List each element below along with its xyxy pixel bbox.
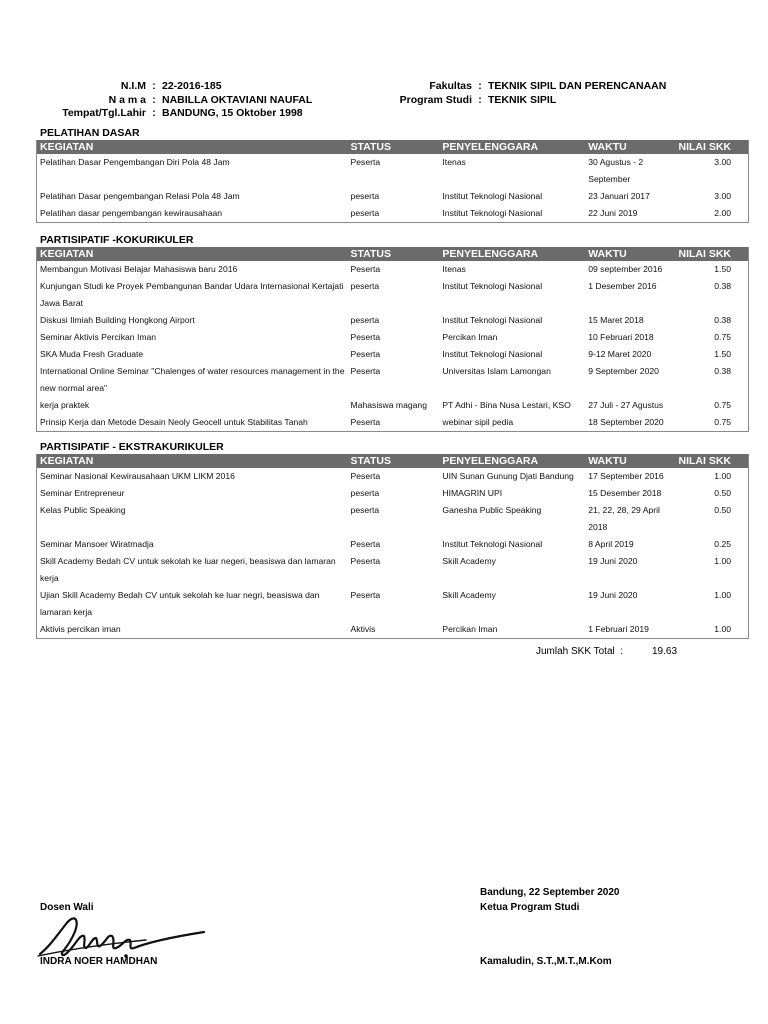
section-title: PARTISIPATIF - EKSTRAKURIKULER	[40, 441, 224, 453]
cell-nilai: 1.00	[714, 590, 732, 600]
section-title: PARTISIPATIF -KOKURIKULER	[40, 234, 194, 246]
cell-status: Peserta	[350, 590, 381, 600]
cell-kegiatan: Prinsip Kerja dan Metode Desain Neoly Geocell untuk Stabilitas Tanah	[40, 417, 308, 427]
info-row	[40, 80, 312, 94]
column-header: NILAI SKK	[678, 248, 732, 260]
cell-nilai: 0.38	[714, 366, 732, 376]
table-row	[37, 536, 748, 553]
cell-status: peserta	[350, 315, 380, 325]
info-row	[386, 80, 666, 94]
info-value: NABILLA OKTAVIANI NAUFAL	[162, 93, 313, 106]
cell-nilai: 3.00	[714, 157, 732, 167]
program-info	[386, 80, 666, 107]
info-label: N a m a	[108, 93, 146, 106]
cell-penyelenggara: Institut Teknologi Nasional	[442, 539, 543, 549]
cell-waktu: 27 Juli - 27 Agustus	[588, 400, 664, 410]
cell-kegiatan: Skill Academy Bedah CV untuk sekolah ke luar negeri, beasiswa dan lamaran kerja	[40, 556, 336, 583]
cell-kegiatan: Seminar Mansoer Wiratmadja	[40, 539, 154, 549]
cell-penyelenggara: Skill Academy	[442, 556, 496, 566]
column-header: KEGIATAN	[40, 141, 94, 153]
info-row	[40, 107, 312, 121]
cell-penyelenggara: Institut Teknologi Nasional	[442, 281, 543, 291]
section-pelatihan-dasar	[36, 126, 749, 223]
cell-nilai: 0.50	[714, 488, 732, 498]
cell-kegiatan: Pelatihan Dasar pengembangan Relasi Pola 48 Jam	[40, 191, 240, 201]
cell-status: Peserta	[350, 264, 381, 274]
signature-scribble	[36, 910, 211, 962]
cell-kegiatan: Ujian Skill Academy Bedah CV untuk sekolah ke luar negri, beasiswa dan lamaran kerja	[40, 590, 320, 617]
cell-waktu: 18 September 2020	[588, 417, 664, 427]
cell-kegiatan: Seminar Entrepreneur	[40, 488, 125, 498]
info-label: Program Studi	[399, 93, 472, 106]
cell-penyelenggara: Institut Teknologi Nasional	[442, 349, 543, 359]
cell-penyelenggara: Institut Teknologi Nasional	[442, 208, 543, 218]
cell-kegiatan: Kelas Public Speaking	[40, 505, 126, 515]
cell-nilai: 0.25	[714, 539, 732, 549]
cell-waktu: 9 September 2020	[588, 366, 659, 376]
cell-penyelenggara: Percikan Iman	[442, 332, 498, 342]
table-row	[37, 397, 748, 414]
info-label: Tempat/Tgl.Lahir	[62, 107, 146, 119]
cell-kegiatan: SKA Muda Fresh Graduate	[40, 349, 144, 359]
cell-waktu: 19 Juni 2020	[588, 590, 638, 600]
cell-waktu: 19 Juni 2020	[588, 556, 638, 566]
cell-nilai: 1.00	[714, 556, 732, 566]
cell-nilai: 1.00	[714, 624, 732, 634]
cell-nilai: 0.75	[714, 400, 732, 410]
cell-penyelenggara: PT Adhi - Bina Nusa Lestari, KSO	[442, 400, 571, 410]
table-header	[37, 454, 748, 468]
table-row	[37, 468, 748, 485]
column-header: NILAI SKK	[678, 141, 732, 153]
cell-status: peserta	[350, 208, 380, 218]
cell-status: Peserta	[350, 539, 381, 549]
column-header: PENYELENGGARA	[442, 455, 539, 467]
cell-status: peserta	[350, 505, 380, 515]
skk-total	[536, 646, 677, 657]
cell-waktu: 17 September 2016	[588, 471, 664, 481]
cell-status: Mahasiswa magang	[350, 400, 427, 410]
cell-nilai: 3.00	[714, 191, 732, 201]
info-value: TEKNIK SIPIL	[488, 93, 557, 106]
cell-waktu: 15 Maret 2018	[588, 315, 644, 325]
skk-total-label: Jumlah SKK Total :	[536, 646, 624, 657]
cell-waktu: 15 Desember 2018	[588, 488, 662, 498]
cell-nilai: 1.00	[714, 471, 732, 481]
column-header: STATUS	[350, 455, 391, 467]
table-row	[37, 278, 748, 312]
cell-kegiatan: Pelatihan Dasar Pengembangan Diri Pola 48 Jam	[40, 157, 230, 167]
cell-kegiatan: Pelatihan dasar pengembangan kewirausahaan	[40, 208, 223, 218]
table-row	[37, 363, 748, 397]
cell-penyelenggara: Percikan Iman	[442, 624, 498, 634]
section-title: PELATIHAN DASAR	[40, 127, 140, 139]
cell-kegiatan: Aktivis percikan iman	[40, 624, 121, 634]
table-row	[37, 553, 748, 587]
column-header: PENYELENGGARA	[442, 248, 539, 260]
cell-penyelenggara: Institut Teknologi Nasional	[442, 191, 543, 201]
cell-penyelenggara: HIMAGRIN UPI	[442, 488, 503, 498]
table-row	[37, 329, 748, 346]
table-row	[37, 587, 748, 621]
info-row	[40, 94, 312, 108]
info-colon: :	[152, 107, 156, 119]
cell-penyelenggara: Universitas Islam Lamongan	[442, 366, 551, 376]
left-name: INDRA NOER HAMDHAN	[40, 956, 158, 967]
column-header: WAKTU	[588, 141, 627, 153]
left-role: Dosen Wali	[40, 902, 94, 913]
cell-kegiatan: International Online Seminar "Chalenges of water resources management in the new normal area"	[40, 366, 345, 393]
table-row	[37, 346, 748, 363]
right-role: Ketua Program Studi	[480, 902, 580, 913]
place-date: Bandung, 22 September 2020	[480, 887, 620, 898]
section-kokurikuler	[36, 233, 749, 432]
cell-penyelenggara: UIN Sunan Gunung Djati Bandung	[442, 471, 574, 481]
cell-nilai: 0.75	[714, 332, 732, 342]
cell-nilai: 1.50	[714, 349, 732, 359]
cell-waktu: 1 Desember 2016	[588, 281, 657, 291]
cell-kegiatan: Diskusi Ilmiah Building Hongkong Airport	[40, 315, 195, 325]
activity-table	[36, 140, 749, 223]
cell-waktu: 22 Juni 2019	[588, 208, 638, 218]
info-value: 22-2016-185	[162, 80, 222, 92]
cell-status: Peserta	[350, 349, 381, 359]
table-row	[37, 154, 748, 188]
table-row	[37, 502, 748, 536]
cell-nilai: 2.00	[714, 208, 732, 218]
table-row	[37, 188, 748, 205]
info-colon: :	[152, 80, 156, 92]
cell-nilai: 0.50	[714, 505, 732, 515]
cell-status: peserta	[350, 488, 380, 498]
cell-penyelenggara: webinar sipil pedia	[442, 417, 514, 427]
info-row	[386, 94, 666, 108]
cell-status: Aktivis	[350, 624, 376, 634]
info-value: BANDUNG, 15 Oktober 1998	[162, 107, 303, 119]
section-ekstrakurikuler	[36, 440, 749, 639]
cell-status: Peserta	[350, 471, 381, 481]
table-row	[37, 485, 748, 502]
info-colon: :	[152, 93, 156, 106]
cell-waktu: 10 Februari 2018	[588, 332, 654, 342]
column-header: WAKTU	[588, 248, 627, 260]
skk-total-value: 19.63	[652, 646, 678, 657]
column-header: STATUS	[350, 141, 391, 153]
table-row	[37, 621, 748, 638]
cell-waktu: 23 Januari 2017	[588, 191, 650, 201]
cell-status: peserta	[350, 281, 380, 291]
cell-waktu: 9-12 Maret 2020	[588, 349, 652, 359]
info-colon: :	[478, 80, 482, 92]
cell-waktu: 09 september 2016	[588, 264, 663, 274]
right-name: Kamaludin, S.T.,M.T.,M.Kom	[480, 956, 612, 967]
cell-nilai: 0.38	[714, 315, 732, 325]
activity-table	[36, 454, 749, 639]
cell-penyelenggara: Institut Teknologi Nasional	[442, 315, 543, 325]
activity-table	[36, 247, 749, 432]
cell-kegiatan: Seminar Nasional Kewirausahaan UKM LIKM 2016	[40, 471, 235, 481]
table-row	[37, 312, 748, 329]
cell-waktu: 1 Februari 2019	[588, 624, 649, 634]
cell-status: Peserta	[350, 366, 381, 376]
table-row	[37, 205, 748, 222]
cell-penyelenggara: Itenas	[442, 157, 466, 167]
column-header: KEGIATAN	[40, 455, 94, 467]
cell-status: Peserta	[350, 157, 381, 167]
cell-status: Peserta	[350, 556, 381, 566]
cell-kegiatan: Membangun Motivasi Belajar Mahasiswa baru 2016	[40, 264, 238, 274]
student-info	[40, 80, 312, 121]
cell-penyelenggara: Ganesha Public Speaking	[442, 505, 542, 515]
table-row	[37, 414, 748, 431]
cell-status: peserta	[350, 191, 380, 201]
cell-kegiatan: Kunjungan Studi ke Proyek Pembangunan Bandar Udara Internasional Kertajati Jawa Barat	[40, 281, 344, 308]
info-label: N.I.M	[120, 80, 146, 92]
table-row	[37, 261, 748, 278]
cell-nilai: 0.38	[714, 281, 732, 291]
column-header: STATUS	[350, 248, 391, 260]
column-header: KEGIATAN	[40, 248, 94, 260]
column-header: NILAI SKK	[678, 455, 732, 467]
cell-waktu: 8 April 2019	[588, 539, 634, 549]
cell-kegiatan: kerja praktek	[40, 400, 90, 410]
column-header: PENYELENGGARA	[442, 141, 539, 153]
cell-penyelenggara: Skill Academy	[442, 590, 496, 600]
cell-nilai: 0.75	[714, 417, 732, 427]
info-label: Fakultas	[429, 80, 472, 92]
cell-penyelenggara: Itenas	[442, 264, 466, 274]
info-value: TEKNIK SIPIL DAN PERENCANAAN	[488, 80, 667, 92]
cell-waktu: 21, 22, 28, 29 April 2018	[588, 505, 660, 532]
cell-waktu: 30 Agustus - 2 September	[588, 157, 644, 184]
cell-status: Peserta	[350, 332, 381, 342]
cell-nilai: 1.50	[714, 264, 732, 274]
table-header	[37, 140, 748, 154]
cell-kegiatan: Seminar Aktivis Percikan Iman	[40, 332, 157, 342]
column-header: WAKTU	[588, 455, 627, 467]
info-colon: :	[478, 93, 482, 106]
table-header	[37, 247, 748, 261]
cell-status: Peserta	[350, 417, 381, 427]
